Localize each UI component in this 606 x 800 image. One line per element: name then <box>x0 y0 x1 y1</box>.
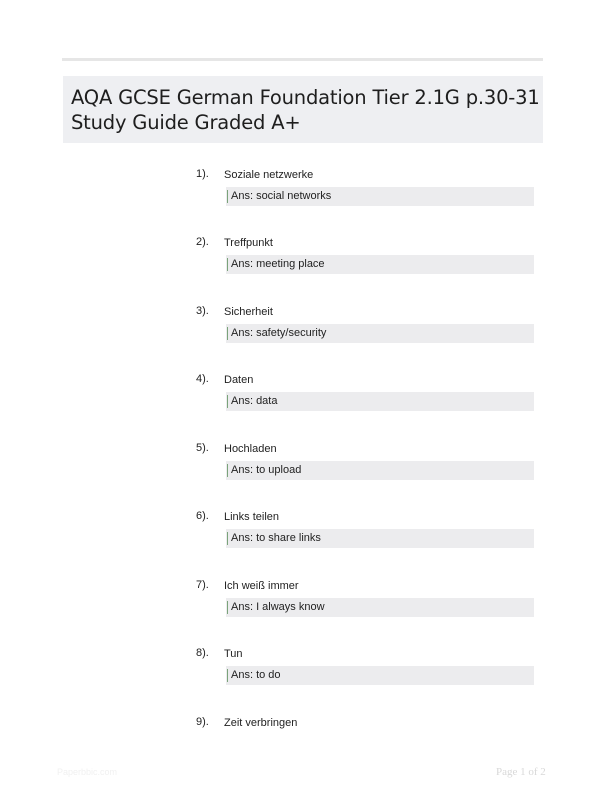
question-term: Hochladen <box>224 443 277 455</box>
question-item <box>0 441 606 509</box>
answer-box: Ans: safety/security <box>226 324 534 343</box>
question-item <box>0 509 606 577</box>
question-number: 6). <box>196 510 209 522</box>
question-item <box>0 646 606 714</box>
question-number: 4). <box>196 373 209 385</box>
question-item <box>0 304 606 372</box>
answer-box: Ans: to share links <box>226 529 534 548</box>
question-term: Soziale netzwerke <box>224 169 314 181</box>
question-term: Treffpunkt <box>224 237 273 249</box>
question-number: 9). <box>196 716 209 728</box>
question-item <box>0 235 606 303</box>
answer-box: Ans: to upload <box>226 461 534 480</box>
question-term: Daten <box>224 374 254 386</box>
question-number: 1). <box>196 168 209 180</box>
question-item <box>0 578 606 646</box>
footer-watermark: Paperbbic.com <box>57 767 118 777</box>
answer-box: Ans: meeting place <box>226 255 534 274</box>
question-number: 7). <box>196 579 209 591</box>
page-indicator: Page 1 of 2 <box>496 766 546 778</box>
question-number: 2). <box>196 236 209 248</box>
document-title-line-2: Study Guide Graded A+ <box>71 111 301 134</box>
answer-box: Ans: to do <box>226 666 534 685</box>
answer-box: Ans: social networks <box>226 187 534 206</box>
question-item <box>0 372 606 440</box>
question-term: Sicherheit <box>224 306 273 318</box>
question-term: Tun <box>224 648 243 660</box>
answer-box: Ans: I always know <box>226 598 534 617</box>
document-title-line-1: AQA GCSE German Foundation Tier 2.1G p.30-31 <box>71 86 540 109</box>
question-number: 3). <box>196 305 209 317</box>
question-number: 8). <box>196 647 209 659</box>
question-term: Zeit verbringen <box>224 717 298 729</box>
question-number: 5). <box>196 442 209 454</box>
question-item <box>0 167 606 235</box>
question-term: Ich weiß immer <box>224 580 299 592</box>
question-term: Links teilen <box>224 511 280 523</box>
answer-box: Ans: data <box>226 392 534 411</box>
